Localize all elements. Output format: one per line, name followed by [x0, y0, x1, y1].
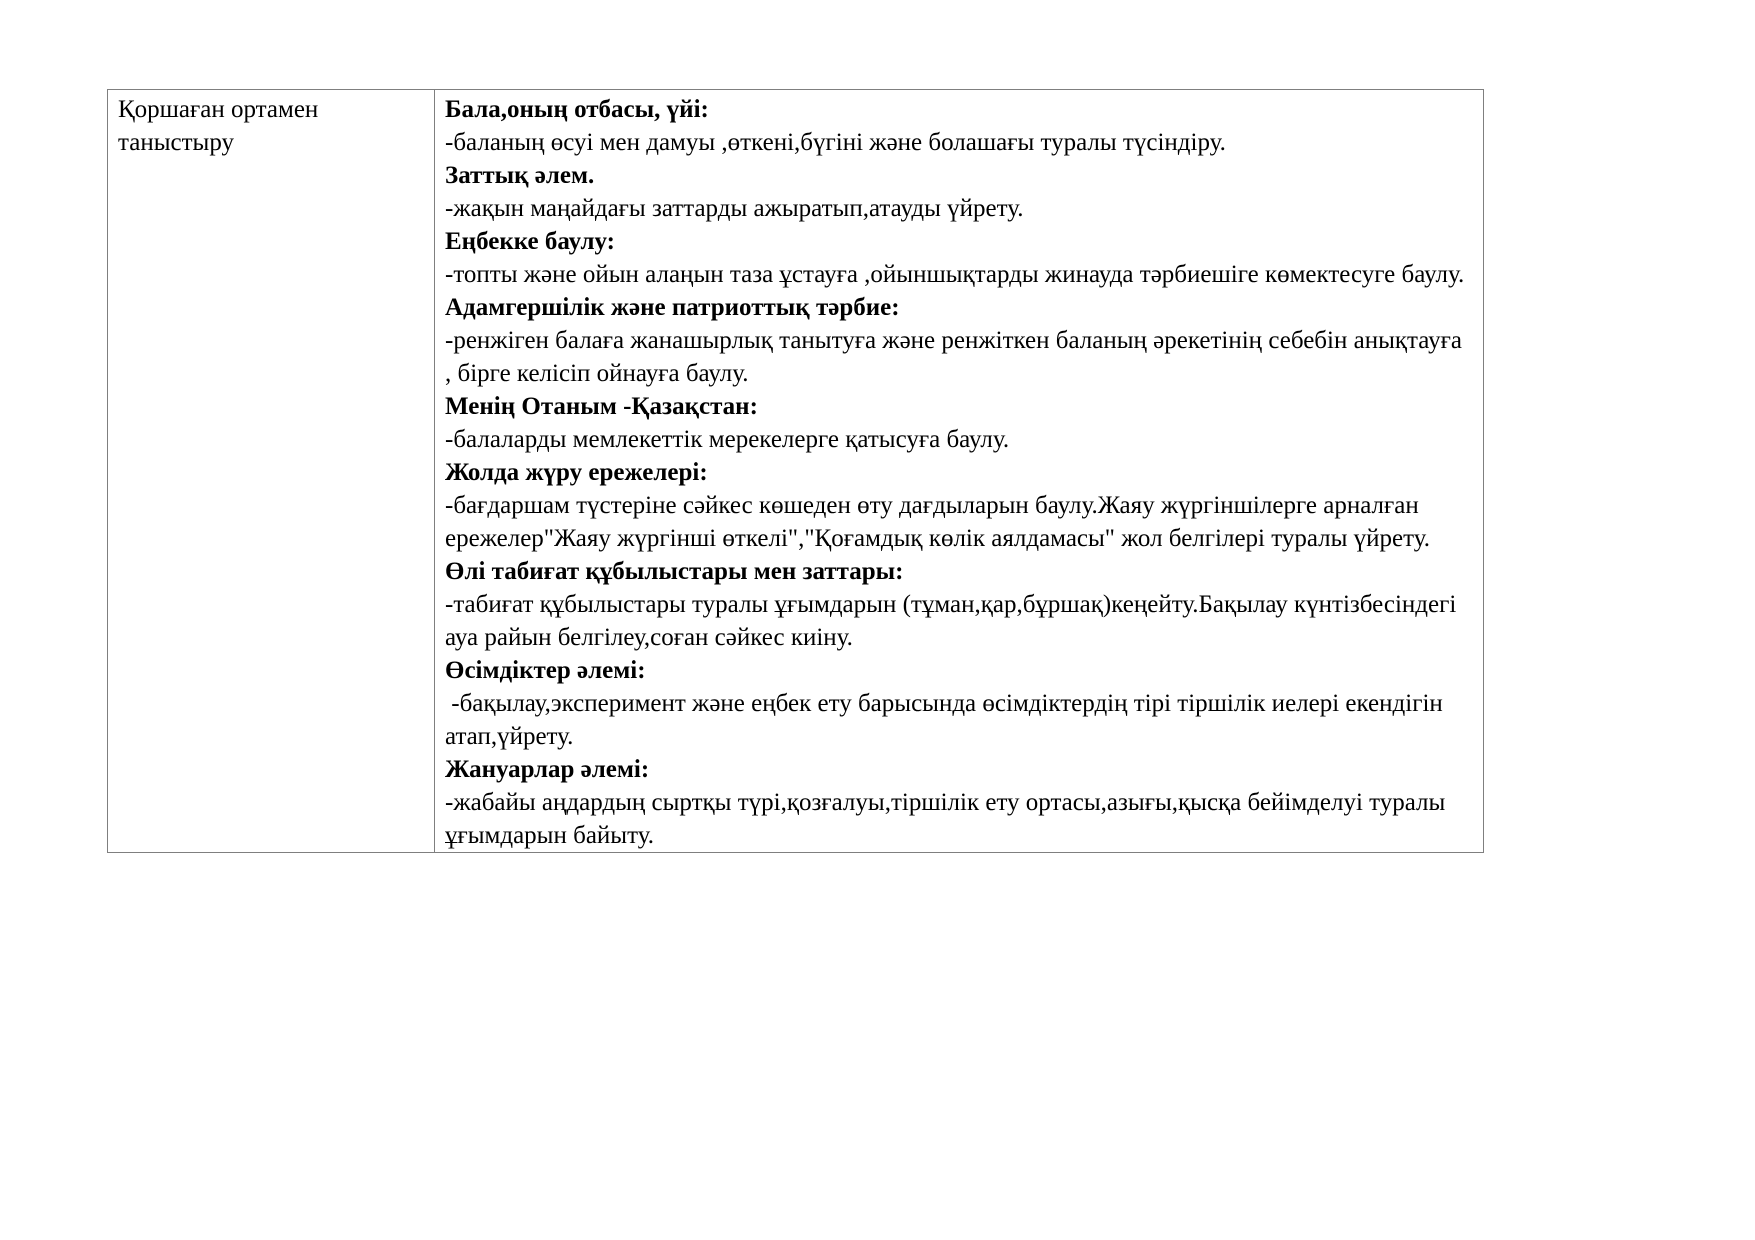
- section-title-homeland: Менің Отаным -Қазақстан:: [445, 393, 758, 420]
- subject-cell: [108, 90, 435, 853]
- section-text-moral-patriotic: -ренжіген балаға жанашырлық танытуға және ренжіткен баланың әрекетінің себебін анықтауға , бірге келісіп ойнауға баулу.: [445, 327, 1469, 387]
- table-row: [108, 90, 1484, 853]
- section-title-road-rules: Жолда жүру ережелері:: [445, 459, 708, 486]
- section-text-homeland: -балаларды мемлекеттік мерекелерге қатысуға баулу.: [445, 426, 1010, 453]
- section-title-objects: Заттық әлем.: [445, 162, 595, 189]
- section-text-objects: -жақын маңайдағы заттарды ажыратып,атауды үйрету.: [445, 195, 1024, 222]
- section-text-plants: -бақылау,эксперимент және еңбек ету барысында өсімдіктердің тірі тіршілік иелері екендігін атап,үйрету.: [445, 690, 1450, 750]
- section-title-moral-patriotic: Адамгершілік және патриоттық тәрбие:: [445, 294, 900, 321]
- section-title-labor: Еңбекке баулу:: [445, 228, 616, 255]
- section-text-family: -баланың өсуі мен дамуы ,өткені,бүгіні және болашағы туралы түсіндіру.: [445, 129, 1226, 156]
- section-title-inanimate-nature: Өлі табиғат құбылыстары мен заттары:: [445, 558, 904, 585]
- section-text-labor: -топты және ойын алаңын таза ұстауға ,ойыншықтарды жинауда тәрбиешіге көмектесуге баулу.: [445, 261, 1465, 288]
- section-text-inanimate-nature: -табиғат құбылыстары туралы ұғымдарын (тұман,қар,бұршақ)кеңейту.Бақылау күнтізбесіндегі ауа райын белгілеу,соған сәйкес киіну.: [445, 591, 1463, 651]
- content-cell: [435, 90, 1484, 853]
- section-text-animals: -жабайы аңдардың сыртқы түрі,қозғалуы,тіршілік ету ортасы,азығы,қысқа бейімделуі туралы ұғымдарын байыту.: [445, 789, 1452, 849]
- section-text-road-rules: -бағдаршам түстеріне сәйкес көшеден өту дағдыларын баулу.Жаяу жүргіншілерге арналған ережелер"Жаяу жүргінші өткелі","Қоғамдық көлік аялдамасы" жол белгілері туралы үйрету.: [445, 492, 1430, 552]
- section-title-animals: Жануарлар әлемі:: [445, 756, 650, 783]
- curriculum-table: [107, 89, 1484, 853]
- section-title-family: Бала,оның отбасы, үйі:: [445, 96, 709, 123]
- subject-title: Қоршаған ортамен таныстыру: [118, 96, 325, 156]
- section-title-plants: Өсімдіктер әлемі:: [445, 657, 646, 684]
